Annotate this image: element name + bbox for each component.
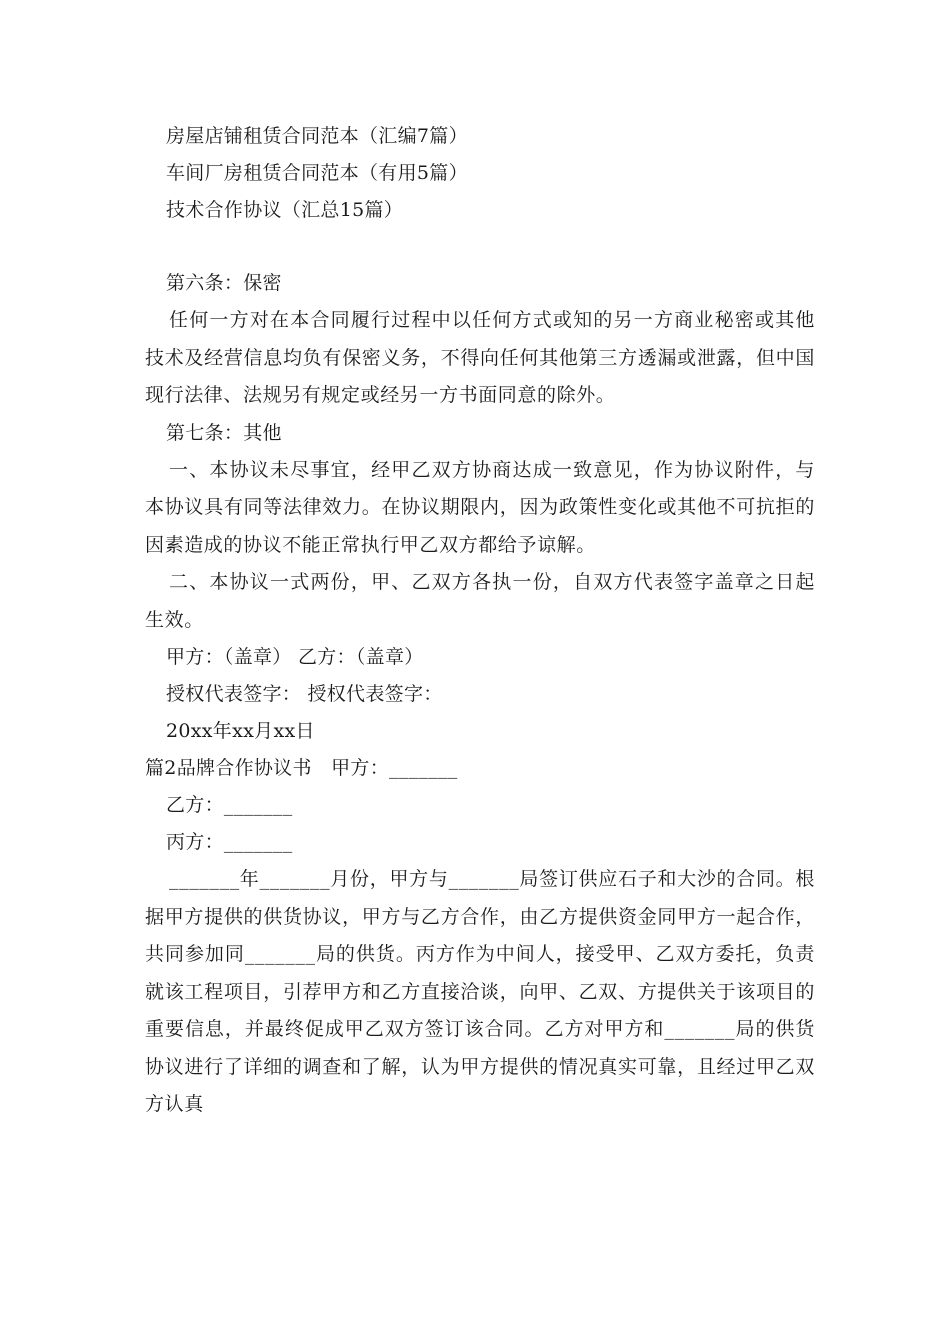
document-page <box>145 118 815 1124</box>
article7-clause1: 一、本协议未尽事宜，经甲乙双方协商达成一致意见，作为协议附件，与本协议具有同等法律效力。在协议期限内，因为政策性变化或其他不可抗拒的因素造成的协议不能正常执行甲乙双方都给予谅解。 <box>145 458 815 556</box>
signature-parties: 甲方：（盖章） 乙方：（盖章） <box>166 646 424 668</box>
section2-party-c: 丙方：_______ <box>166 831 293 853</box>
article7-heading: 第七条：其他 <box>166 421 282 444</box>
related-link-1[interactable]: 房屋店铺租赁合同范本（汇编7篇） <box>166 125 468 147</box>
section-gap <box>145 229 815 265</box>
signature-representatives: 授权代表签字： 授权代表签字： <box>166 683 443 705</box>
related-link-3[interactable]: 技术合作协议（汇总15篇） <box>166 199 404 221</box>
related-link-2[interactable]: 车间厂房租赁合同范本（有用5篇） <box>166 162 468 184</box>
section2-body: _______年_______月份，甲方与_______局签订供应石子和大沙的合同。根据甲方提供的供货协议，甲方与乙方合作，由乙方提供资金同甲方一起合作，共同参加同_______局的供货。丙方作为中间人，接受甲、乙双方委托，负责就该工程项目，引荐甲方和乙方直接洽谈，向甲、乙双、方提供关于该项目的重要信息，并最终促成甲乙双方签订该合同。乙方对甲方和_______局的供货协议进行了详细的调查和了解，认为甲方提供的情况真实可靠，且经过甲乙双方认真 <box>145 868 815 1115</box>
section2-party-b: 乙方：_______ <box>166 794 293 816</box>
article6-body: 任何一方对在本合同履行过程中以任何方式或知的另一方商业秘密或其他技术及经营信息均负有保密义务，不得向任何其他第三方透漏或泄露，但中国现行法律、法规另有规定或经另一方书面同意的除外。 <box>145 309 815 406</box>
signature-date: 20xx年xx月xx日 <box>166 720 315 742</box>
article6-heading: 第六条：保密 <box>166 272 282 294</box>
article7-clause2: 二、本协议一式两份，甲、乙双方各执一份，自双方代表签字盖章之日起生效。 <box>145 571 815 631</box>
section2-title: 篇2品牌合作协议书 甲方：_______ <box>145 757 458 779</box>
